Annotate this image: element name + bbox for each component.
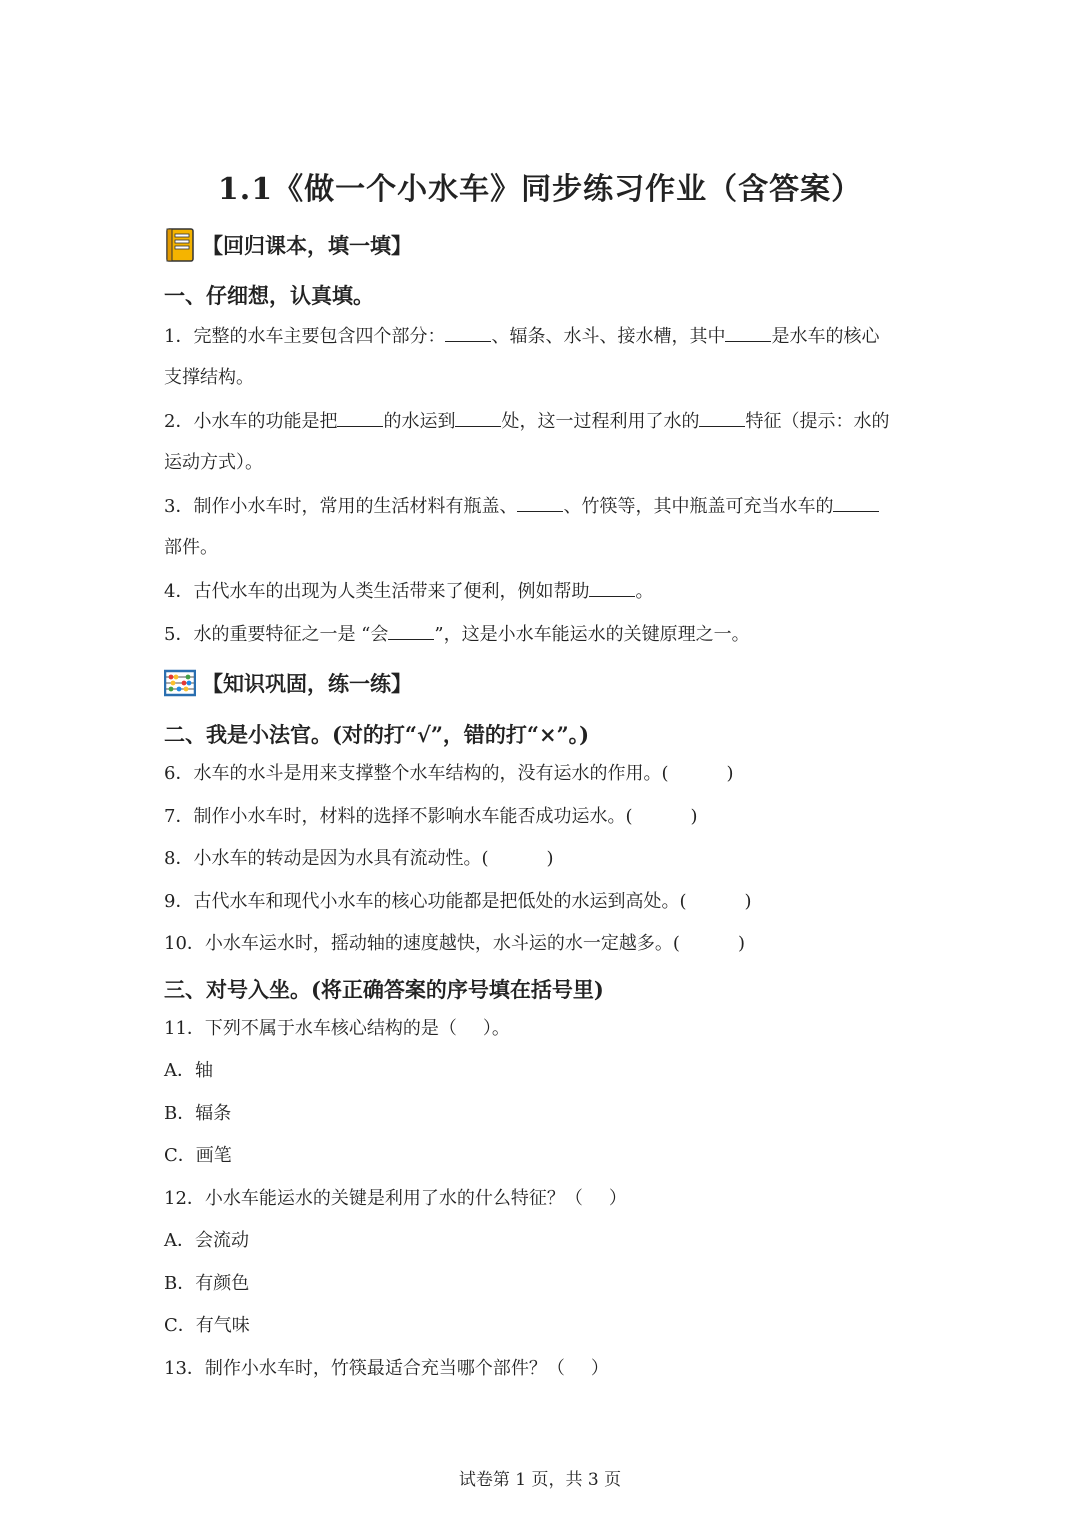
option-11-a[interactable]: A．轴 bbox=[164, 1060, 213, 1081]
question-10: 10．小水车运水时，摇动轴的速度越快，水斗运的水一定越多。( ) bbox=[164, 933, 745, 954]
option-11-c[interactable]: C．画笔 bbox=[164, 1145, 232, 1166]
page-title: 1.1《做一个小水车》同步练习作业（含答案） bbox=[217, 172, 863, 207]
question-5: 5．水的重要特征之一是 “会 ”，这是小水车能运水的关键原理之一。 bbox=[164, 621, 924, 647]
question-2: 2．小水车的功能是把 的水运到 处，这一过程利用了水的 特征（提示：水的 bbox=[164, 408, 924, 434]
answer-blank[interactable] bbox=[445, 323, 491, 342]
question-8: 8．小水车的转动是因为水具有流动性。( ) bbox=[164, 848, 554, 869]
option-12-a[interactable]: A．会流动 bbox=[164, 1230, 249, 1251]
option-11-b[interactable]: B．辐条 bbox=[164, 1103, 232, 1124]
question-3-cont: 部件。 bbox=[164, 537, 218, 558]
answer-blank[interactable] bbox=[337, 408, 383, 427]
section-header-review bbox=[164, 226, 412, 264]
answer-blank[interactable] bbox=[388, 621, 434, 640]
question-7: 7．制作小水车时，材料的选择不影响水车能否成功运水。( ) bbox=[164, 806, 698, 827]
section-label: 【知识巩固，练一练】 bbox=[202, 671, 412, 696]
section-label: 【回归课本，填一填】 bbox=[202, 233, 412, 258]
question-13: 13．制作小水车时，竹筷最适合充当哪个部件？（ ） bbox=[164, 1358, 609, 1379]
question-1-cont: 支撑结构。 bbox=[164, 367, 254, 388]
answer-blank[interactable] bbox=[517, 493, 563, 512]
section-header-practice bbox=[164, 664, 412, 702]
page-footer: 试卷第 1 页，共 3 页 bbox=[458, 1470, 622, 1490]
question-11: 11．下列不属于水车核心结构的是（ ）。 bbox=[164, 1018, 510, 1039]
question-3: 3．制作小水车时，常用的生活材料有瓶盖、 、竹筷等，其中瓶盖可充当水车的 bbox=[164, 493, 924, 519]
question-12: 12．小水车能运水的关键是利用了水的什么特征？（ ） bbox=[164, 1188, 627, 1209]
option-12-b[interactable]: B．有颜色 bbox=[164, 1273, 250, 1294]
abacus-icon bbox=[164, 665, 196, 701]
question-4: 4．古代水车的出现为人类生活带来了便利，例如帮助 。 bbox=[164, 578, 924, 604]
question-6: 6．水车的水斗是用来支撑整个水车结构的，没有运水的作用。( ) bbox=[164, 763, 734, 784]
answer-blank[interactable] bbox=[725, 323, 771, 342]
option-12-c[interactable]: C．有气味 bbox=[164, 1315, 250, 1336]
part1-heading: 一、仔细想，认真填。 bbox=[164, 283, 374, 308]
question-1: 1．完整的水车主要包含四个部分： 、辐条、水斗、接水槽，其中 是水车的核心 bbox=[164, 323, 924, 349]
answer-blank[interactable] bbox=[699, 408, 745, 427]
notebook-icon bbox=[164, 227, 196, 263]
answer-blank[interactable] bbox=[455, 408, 501, 427]
part2-heading: 二、我是小法官。(对的打“√”，错的打“×”。) bbox=[164, 722, 590, 747]
part3-heading: 三、对号入坐。(将正确答案的序号填在括号里) bbox=[164, 977, 604, 1002]
question-2-cont: 运动方式）。 bbox=[164, 452, 263, 473]
question-9: 9．古代水车和现代小水车的核心功能都是把低处的水运到高处。( ) bbox=[164, 891, 752, 912]
answer-blank[interactable] bbox=[833, 493, 879, 512]
answer-blank[interactable] bbox=[589, 578, 635, 597]
